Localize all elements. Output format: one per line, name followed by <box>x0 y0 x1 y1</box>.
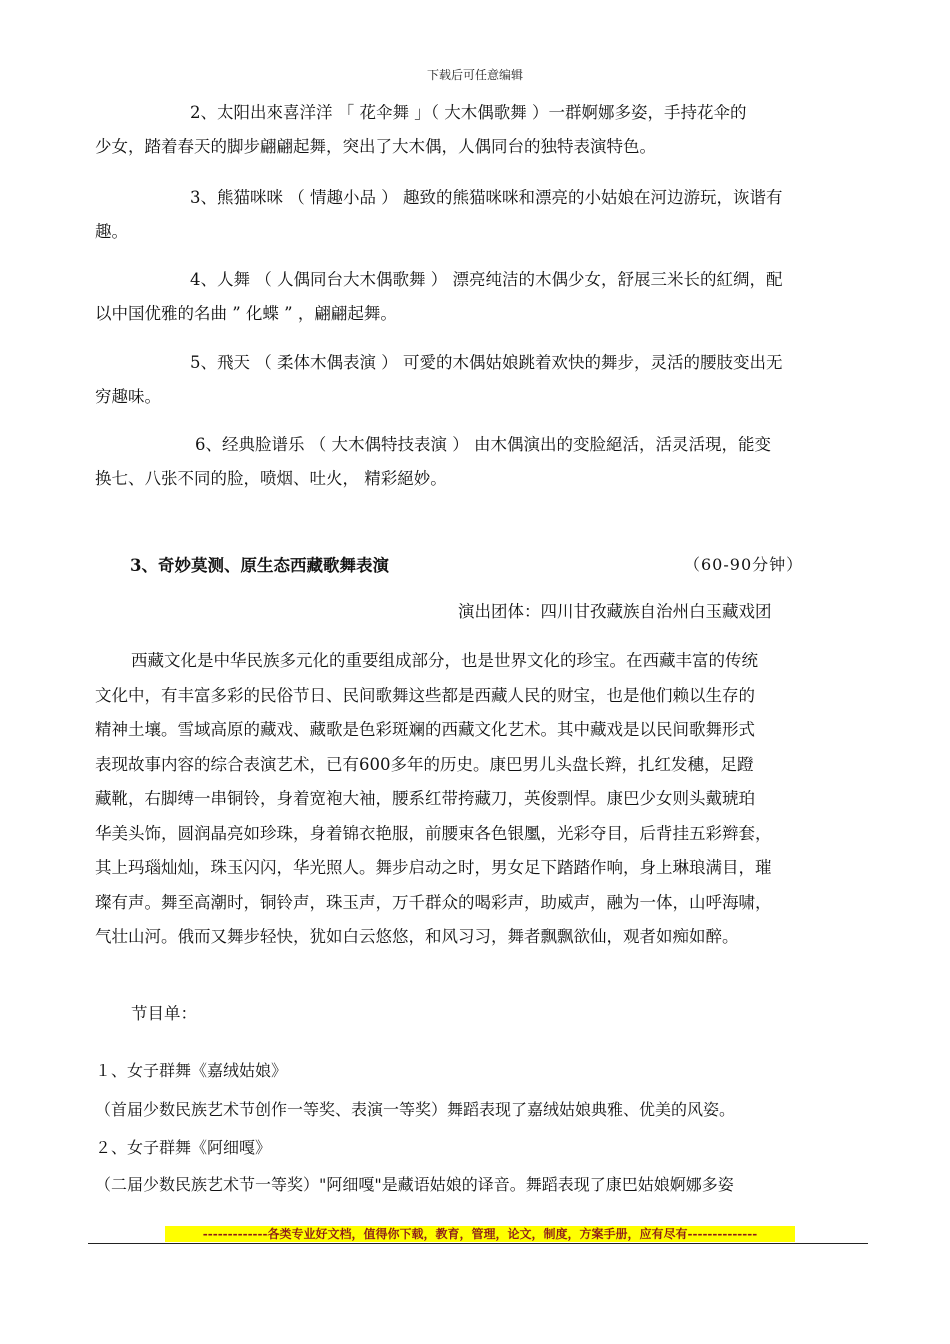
program-entry: （首届少数民族艺术节创作一等奖、表演一等奖）舞蹈表现了嘉绒姑娘典雅、优美的风姿。 <box>95 1100 736 1119</box>
item-line: 少女，踏着春天的脚步翩翩起舞，突出了大木偶，人偶同台的独特表演特色。 <box>95 137 656 156</box>
item-line: 4、人舞 （ 人偶同台大木偶歌舞 ） 漂亮纯洁的木偶少女，舒展三米长的紅绸，配 <box>190 270 783 289</box>
program-entry: ２、女子群舞《阿细嘎》 <box>95 1138 272 1157</box>
body-line: 藏靴，右脚缚一串铜铃，身着宽袍大袖，腰系红带挎藏刀，英俊剽悍。康巴少女则头戴琥珀 <box>95 789 755 808</box>
page-header: 下载后可任意编辑 <box>426 68 523 82</box>
item-line: 趣。 <box>95 222 128 241</box>
item-line: 换七、八张不同的脸，喷烟、吐火， 精彩絕妙。 <box>95 469 447 488</box>
body-line: 文化中，有丰富多彩的民俗节日、民间歌舞这些都是西藏人民的财宝，也是他们赖以生存的 <box>95 685 755 705</box>
program-item-2 <box>95 96 865 164</box>
section-duration: （60-90分钟） <box>684 555 804 574</box>
program-entry: １、女子群舞《嘉绒姑娘》 <box>95 1061 288 1080</box>
body-line: 其上玛瑙灿灿，珠玉闪闪，华光照人。舞步启动之时，男女足下踏踏作响，身上琳琅满目，璀 <box>95 858 772 877</box>
item-line: 5、飛天 （ 柔体木偶表演 ） 可愛的木偶姑娘跳着欢快的舞步，灵活的腰肢变出无 <box>190 353 783 372</box>
item-line: 3、熊猫咪咪 （ 情趣小品 ） 趣致的熊猫咪咪和漂亮的小姑娘在河边游玩，诙谐有 <box>190 188 783 207</box>
body-line: 表现故事内容的综合表演艺术，已有600多年的历史。康巴男儿头盘长辫，扎红发穗，足蹬 <box>95 754 754 774</box>
footer-banner: -------------各类专业好文档，值得你下载，教育，管理，论文，制度，方案手册，应有尽有-------------- <box>165 1226 795 1242</box>
program-item-6 <box>95 428 865 496</box>
program-label: 节目单： <box>131 1004 197 1023</box>
body-line: 璨有声。舞至高潮时，铜铃声，珠玉声，万千群众的喝彩声，助威声，融为一体，山呼海啸， <box>95 892 772 912</box>
performing-troupe: 演出团体：四川甘孜藏族自治州白玉藏戏团 <box>458 602 772 621</box>
item-line: 穷趣味。 <box>95 387 161 406</box>
program-item-5 <box>95 346 865 414</box>
body-paragraph <box>95 644 865 955</box>
item-line: 2、太阳出來喜洋洋 「 花伞舞 」（ 大木偶歌舞 ）一群婀娜多姿，手持花伞的 <box>190 103 747 122</box>
program-entry: （二届少数民族艺术节一等奖）"阿细嘎"是藏语姑娘的译音。舞蹈表现了康巴姑娘婀娜多姿 <box>95 1175 734 1194</box>
body-line: 精神土壤。雪域高原的藏戏、藏歌是色彩斑斓的西藏文化艺术。其中藏戏是以民间歌舞形式 <box>95 720 755 739</box>
footer-divider <box>88 1243 868 1244</box>
section-title: 3、奇妙莫测、原生态西藏歌舞表演 <box>130 556 389 575</box>
item-line: 6、经典脸谱乐 （ 大木偶特技表演 ） 由木偶演出的变脸絕活，活灵活現，能变 <box>195 435 771 454</box>
body-line: 气壮山河。俄而又舞步轻快，犹如白云悠悠，和风习习，舞者飘飘欲仙，观者如痴如醉。 <box>95 927 739 946</box>
body-line: 西藏文化是中华民族多元化的重要组成部分，也是世界文化的珍宝。在西藏丰富的传统 <box>131 651 758 670</box>
item-line: 以中国优雅的名曲 ” 化蝶 ” ，翩翩起舞。 <box>95 304 397 323</box>
program-item-3 <box>95 181 865 249</box>
body-line: 华美头饰，圆润晶亮如珍珠，身着锦衣艳服，前腰束各色银䥚，光彩夺目，后背挂五彩辫套， <box>95 823 772 843</box>
program-item-4 <box>95 263 865 331</box>
